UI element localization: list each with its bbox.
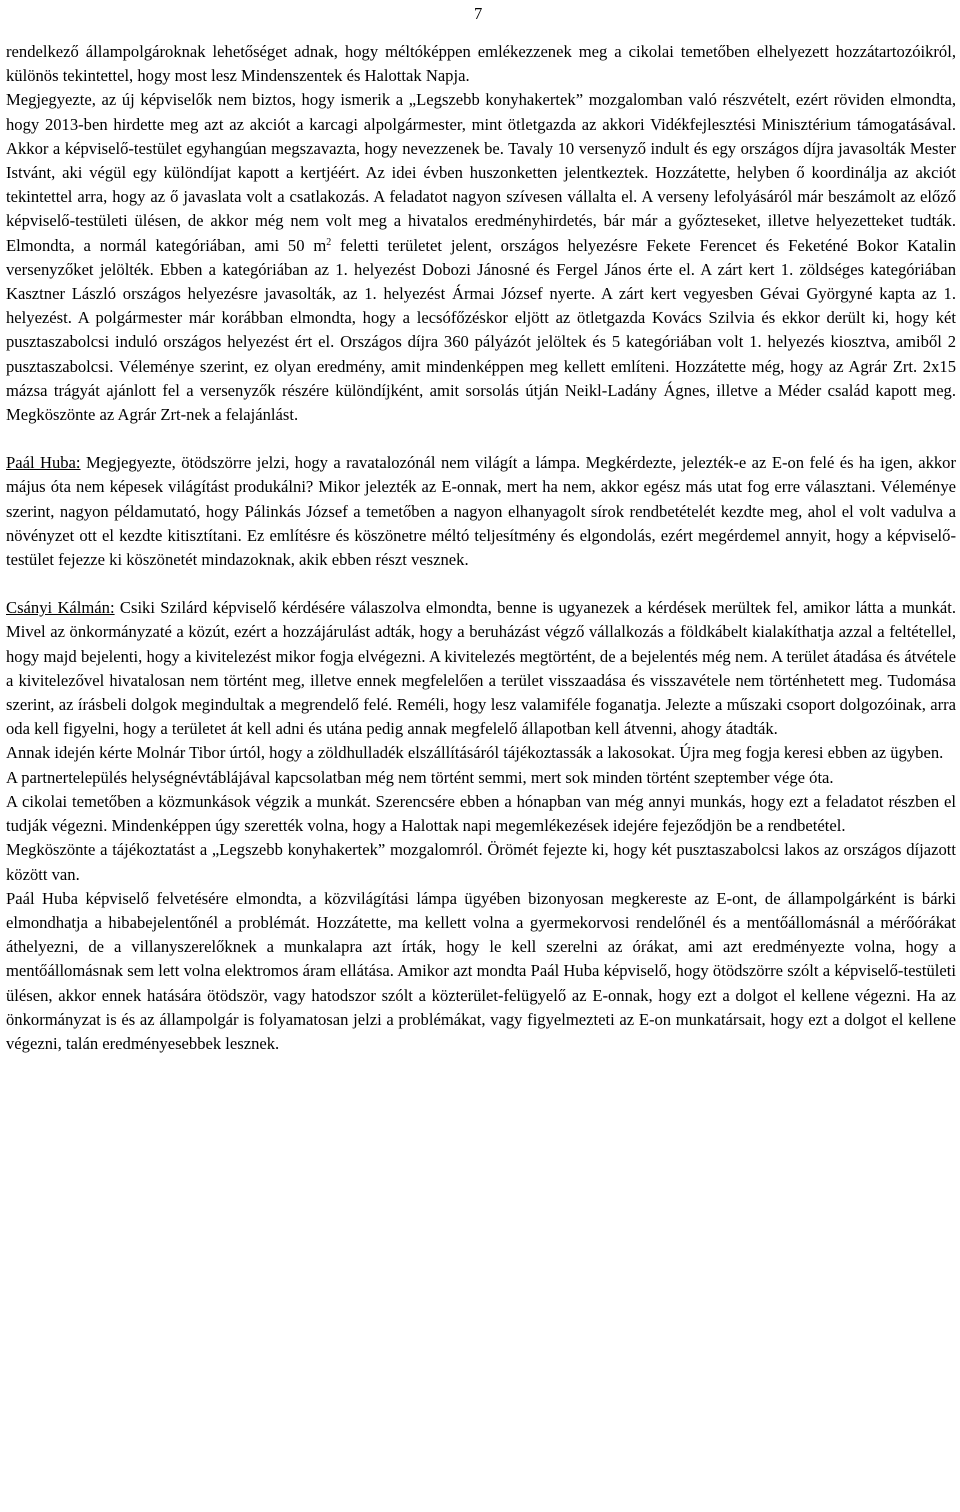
paragraph-cikolai-temeto: A cikolai temetőben a közmunkások végzik a munkát. Szerencsére ebben a hónapban van még annyi munkás, hogy ezt a feladatot részben el tudják végezni. Mindenképpen úgy szerették volna, hogy a Halottak napi megemlékezések idejére fejeződjön be a rendbetétel. (6, 791, 956, 836)
paragraph-konyhakertek (6, 88, 956, 427)
paragraph-konyhakertek-part2: feletti területet jelent, országos helyezésre Fekete Ferencet és Feketéné Bokor Katalin versenyzőket jelölték. Ebben a kategóriában az 1. helyezést Dobozi Jánosné és Fergel János érte el. A zárt kert 1. zöldséges kategóriában Kasztner László országos helyezésre javasolták, az 1. helyezést Ármai József nyerte. A zárt kert vegyesben Gévai Györgyné kapta az 1. helyezést. A polgármester már korábban elmondta, hogy a lecsófőzéskor eljött az ötletgazda Kovács Szilvia és ekkor derült ki, hogy két pusztaszabolcsi induló országos helyezést ért el. Országos díjra 360 pályázót jelöltek és 5 kategóriában volt 1. helyezés kiosztva, amiből 2 pusztaszabolcsi. Véleménye szerint, ez olyan eredmény, amit mindenképpen meg kellett említeni. Hozzátette még, hogy az Agrár Zrt. 2x15 mázsa trágyát ajánlott fel a versenyzők részére különdíjként, amit sorsolás útján Neikl-Ladány Ágnes, illetve a Méder család kapott meg. Megköszönte az Agrár Zrt-nek a felajánlást. (6, 235, 956, 425)
paragraph-kozvilagitas: Paál Huba képviselő felvetésére elmondta, a közvilágítási lámpa ügyében bizonyosan megkereste az E-ont, de állampolgárként is bárki elmondhatja a hibabejelentőnél a problémát. Hozzátette, ma kellett volna a gyermekorvosi rendelőnél és a mentőállomásnál a mérőórákat áthelyezni, de a villanyszerelőknek a munkalapra azt írták, hogy le kell szerelni az órákat, ami azt eredményezte volna, hogy a mentőállomásnak sem lett volna elektromos áram ellátása. Amikor azt mondta Paál Huba képviselő, hogy ötödszörre szólt a képviselő-testületi ülésen, akkor ennek hatására ötödször, vagy hatodszor szólt a közterület-felügyelő az E-onnak, hogy ezt a dolgot el kellene végezni. Ha az önkormányzat is és az állampolgár is folyamatosan jelzi a problémákat, vagy figyelmezteti az E-on munkatársait, hogy ezt a dolgot el kellene végezni, talán eredményesebbek lesznek. (6, 888, 956, 1053)
speaker-name: Csányi Kálmán: (6, 598, 115, 618)
page-number: 7 (474, 4, 483, 23)
body-text (6, 40, 956, 1056)
paragraph-zoldhulladek: Annak idején kérte Molnár Tibor úrtól, hogy a zöldhulladék elszállításáról tájékoztassák a lakosokat. Újra meg fogja keresi ebben az ügyben. (6, 743, 944, 763)
speaker-text: Megjegyezte, ötödszörre jelzi, hogy a ravatalozónál nem világít a lámpa. Megkérdezte, jelezték-e az E-on felé és ha igen, akkor május óta nem képesek világítást produkálni? Mikor jelezték az E-onnak, mert ha nem, akkor egész más utat fog erre választani. Véleménye szerint, nagyon példamutató, hogy Pálinkás József a temetőben a nagyon elhanyagolt sírok rendbetételét kezdte meg, ahol el volt vadulva a növényzet ott el kezdte kitisztítani. Ez említésre és köszönetre méltó teljesítmény és elgondolás, ezért megérdemel annyit, hogy a képviselő-testület fejezze ki köszönetét mindazoknak, akik ebben részt vesznek. (6, 453, 956, 570)
paragraph-paal-huba (6, 451, 956, 572)
paragraph-gap (6, 572, 956, 596)
paragraph-helysegnevtabla: A partnertelepülés helységnévtáblájával kapcsolatban még nem történt semmi, mert sok minden történt szeptember vége óta. (6, 767, 834, 787)
speaker-text: Csiki Szilárd képviselő kérdésére válaszolva elmondta, benne is ugyanezek a kérdések merültek fel, amikor látta a munkát. Mivel az önkormányzaté a közút, ezért a hozzájárulást adták, hogy a beruházást végző vállalkozás a földkábelt kialakíthatja azzal a feltétellel, hogy majd bejelenti, hogy a kivitelezést mikor fogja elvégezni. A kivitelezés megtörtént, de a bejelentés még nem. A terület átadása és átvétele a kivitelezővel hivatalosan nem történt meg, illetve ennek megfelelően a terület visszaadása és visszavétele nem történhetett meg. Tudomása szerint, az írásbeli dolgok megindultak a megrendelő felé. Reméli, hogy lesz valamiféle foganatja. Jelezte a műszaki csoport dolgozóinak, arra oda kell figyelni, hogy a területet át kell adni és utána pedig annak megfelelő állapotban kell átvenni, ahogy átadták. (6, 598, 956, 739)
speaker-name: Paál Huba: (6, 453, 81, 473)
paragraph-csanyi-kalman (6, 596, 956, 741)
paragraph-konyhakertek-part1: Megjegyezte, az új képviselők nem biztos, hogy ismerik a „Legszebb konyhakertek” mozgalomban való részvételt, ezért röviden elmondta, hogy 2013-ben hirdette meg azt az akciót a karcagi alpolgármester, mint ötletgazda az akkori Vidékfejlesztési Minisztérium támogatásával. Akkor a képviselő-testület egyhangúan megszavazta, hogy nevezzenek be. Tavaly 10 versenyző indult és egy országos díjra javasolták Mester Istvánt, aki végül egy különdíjat kapott a kertjéért. Az idei évben huszonketten jelentkeztek. Hozzátette, helyben ő koordinálja az akciót tekintettel arra, hogy az ő javaslata volt a csatlakozás. A feladatot nagyon szívesen vállalta el. A verseny lefolyásáról már beszámolt az előző képviselő-testületi ülésen, de akkor még nem volt meg a hivatalos eredményhirdetés, bár már a győzteseket, illetve helyezetteket tudták. Elmondta, a normál kategóriában, ami 50 m (6, 90, 956, 255)
superscript-square: 2 (326, 236, 332, 248)
paragraph-koszonet: Megköszönte a tájékoztatást a „Legszebb konyhakertek” mozgalomról. Örömét fejezte ki, hogy két pusztaszabolcsi lakos az országos díjazott között van. (6, 840, 956, 884)
paragraph-gap (6, 427, 956, 451)
paragraph-continuation: rendelkező állampolgároknak lehetőséget adnak, hogy méltóképpen emlékezzenek meg a cikolai temetőben elhelyezett hozzátartozóikról, különös tekintettel, hogy most lesz Mindenszentek és Halottak Napja. (6, 42, 956, 86)
